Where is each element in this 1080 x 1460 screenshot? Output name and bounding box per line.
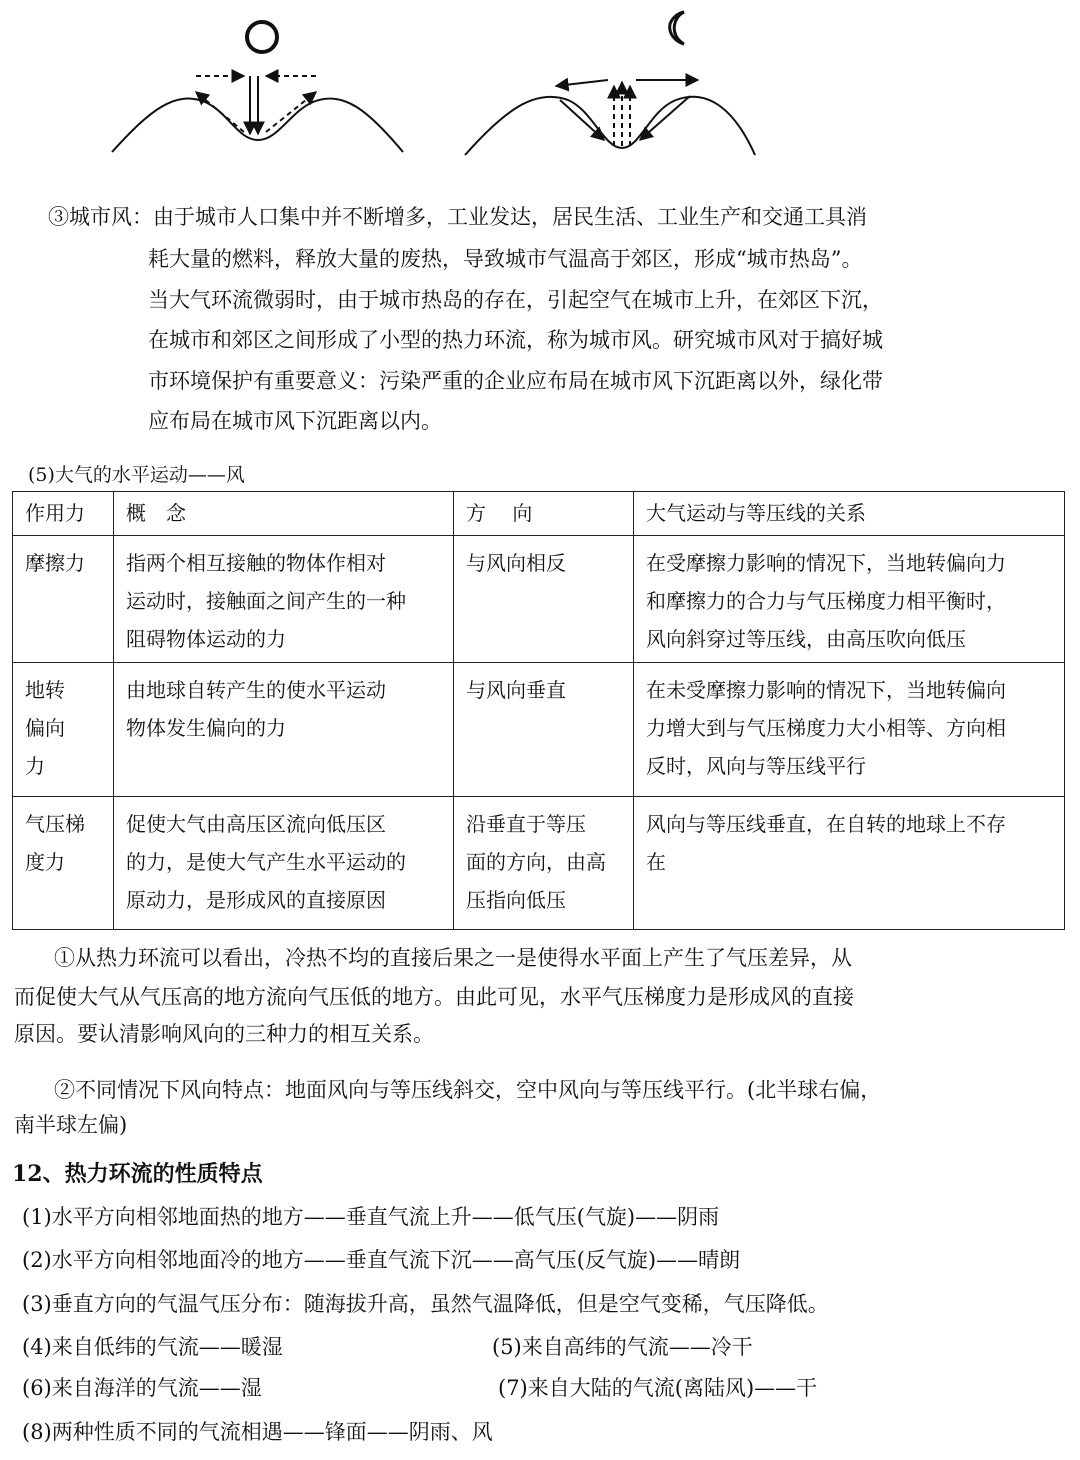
cell-force: 摩擦力	[13, 536, 114, 663]
cell-direction: 沿垂直于等压 面的方向，由高 压指向低压	[454, 797, 634, 930]
note1-line-1: ①从热力环流可以看出，冷热不均的直接后果之一是使得水平面上产生了气压差异，从	[54, 946, 852, 970]
header-concept: 概 念	[114, 492, 454, 536]
cell-relation: 在未受摩擦力影响的情况下，当地转偏向 力增大到与气压梯度力大小相等、方向相 反时，风向与等压线平行	[634, 663, 1065, 797]
note1-line-3: 原因。要认清影响风向的三种力的相互关系。	[14, 1022, 434, 1046]
slope-flow-arrow-right	[266, 92, 316, 132]
list-item: (6)来自海洋的气流——湿	[22, 1376, 262, 1400]
header-direction: 方 向	[454, 492, 634, 536]
city-wind-line-4: 在城市和郊区之间形成了小型的热力环流，称为城市风。研究城市风对于搞好城	[148, 328, 883, 352]
note2-line-2: 南半球左偏)	[14, 1113, 128, 1137]
header-force: 作用力	[13, 492, 114, 536]
mountain-valley-wind-diagram	[0, 0, 1080, 175]
list-item: (2)水平方向相邻地面冷的地方——垂直气流下沉——高气压(反气旋)——晴朗	[22, 1248, 741, 1272]
section5-title: (5)大气的水平运动——风	[28, 464, 245, 486]
table-row	[13, 663, 1065, 797]
cell-relation: 在受摩擦力影响的情况下，当地转偏向力 和摩擦力的合力与气压梯度力相平衡时， 风向斜穿过等压线，由高压吹向低压	[634, 536, 1065, 663]
moon-icon	[670, 12, 684, 44]
table-row	[13, 797, 1065, 930]
city-wind-line-1: ③城市风：由于城市人口集中并不断增多，工业发达，居民生活、工业生产和交通工具消	[48, 205, 867, 229]
slope-flow-arrow-left	[196, 92, 244, 132]
sun-icon	[247, 22, 277, 52]
list-item: (5)来自高纬的气流——冷干	[492, 1335, 753, 1359]
valley-terrain-night	[465, 97, 755, 155]
list-item: (4)来自低纬的气流——暖湿	[22, 1335, 283, 1359]
list-item: (7)来自大陆的气流(离陆风)——干	[498, 1376, 818, 1400]
city-wind-line-6: 应布局在城市风下沉距离以内。	[148, 409, 442, 433]
list-item: (1)水平方向相邻地面热的地方——垂直气流上升——低气压(气旋)——阴雨	[22, 1205, 720, 1229]
city-wind-line-3: 当大气环流微弱时，由于城市热岛的存在，引起空气在城市上升，在郊区下沉，	[148, 288, 883, 312]
list-item: (3)垂直方向的气温气压分布：随海拔升高，虽然气温降低，但是空气变稀，气压降低。	[22, 1292, 829, 1316]
list-item: (8)两种性质不同的气流相遇——锋面——阴雨、风	[22, 1420, 493, 1444]
cell-relation: 风向与等压线垂直，在自转的地球上不存 在	[634, 797, 1065, 930]
table-row	[13, 536, 1065, 663]
slope-flow-arrow-night-right	[640, 96, 690, 140]
wind-forces-table	[12, 491, 1065, 930]
slope-flow-arrow-night-left	[560, 100, 604, 140]
cell-direction: 与风向相反	[454, 536, 634, 663]
day-valley-breeze-diagram	[112, 22, 403, 152]
cell-direction: 与风向垂直	[454, 663, 634, 797]
note1-line-2: 而促使大气从气压高的地方流向气压低的地方。由此可见，水平气压梯度力是形成风的直接	[14, 985, 854, 1009]
cell-concept: 促使大气由高压区流向低压区 的力，是使大气产生水平运动的 原动力，是形成风的直接原因	[114, 797, 454, 930]
note2-line-1: ②不同情况下风向特点：地面风向与等压线斜交，空中风向与等压线平行。(北半球右偏，	[54, 1078, 882, 1102]
header-relation: 大气运动与等压线的关系	[634, 492, 1065, 536]
cell-concept: 由地球自转产生的使水平运动 物体发生偏向的力	[114, 663, 454, 797]
city-wind-line-5: 市环境保护有重要意义：污染严重的企业应布局在城市风下沉距离以外，绿化带	[148, 369, 883, 393]
cell-concept: 指两个相互接触的物体作相对 运动时，接触面之间产生的一种 阻碍物体运动的力	[114, 536, 454, 663]
city-wind-line-2: 耗大量的燃料，释放大量的废热，导致城市气温高于郊区，形成“城市热岛”。	[148, 247, 863, 271]
table-header-row	[13, 492, 1065, 536]
cell-force: 气压梯 度力	[13, 797, 114, 930]
night-mountain-breeze-diagram	[465, 12, 755, 155]
cell-force: 地转 偏向 力	[13, 663, 114, 797]
section12-title: 12、热力环流的性质特点	[12, 1161, 263, 1187]
upper-flow-arrow-night-left	[556, 80, 608, 86]
